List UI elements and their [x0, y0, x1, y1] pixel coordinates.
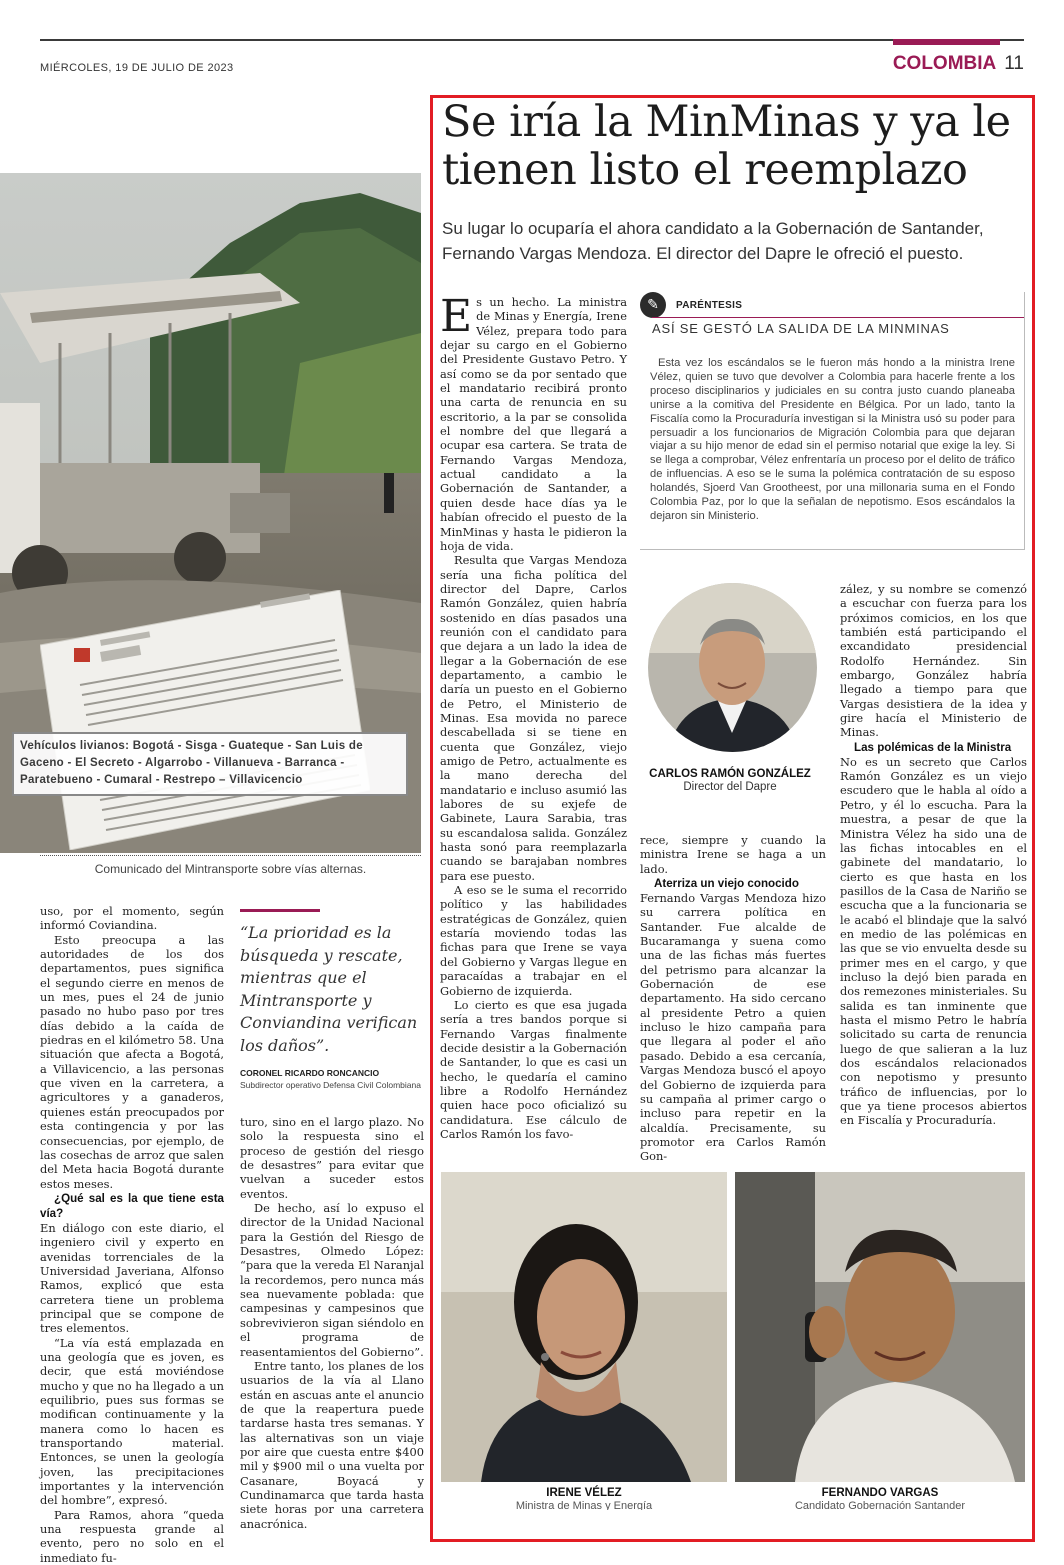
- parentesis-text: [650, 357, 1015, 524]
- top-rule: [40, 39, 1024, 41]
- parentesis-title: ASÍ SE GESTÓ LA SALIDA DE LA MINMINAS: [652, 317, 1024, 336]
- side-subhead: ¿Qué sal es la que tiene esta vía?: [40, 1191, 224, 1220]
- photo-fernando-vargas: [735, 1172, 1025, 1482]
- portrait-carlos-ramon-gonzalez: [648, 583, 817, 752]
- paragraph: Entre tanto, los planes de los usuarios de la vía al Llano están en ascuas ante el anuncio de que la reapertura puede tardarse hasta tres semanas. Y las alternativas son un viaje por aire que cuesta entre $400 mil y $900 mil o una vuelta por Casanare, Boyacá y Cundinamarca que tarda hasta siete horas por una carretera anacrónica.: [240, 1358, 424, 1531]
- article-subhead: Las polémicas de la Ministra: [854, 740, 1012, 754]
- side-article-column-2: [240, 1115, 424, 1531]
- portrait-svg: [648, 583, 817, 752]
- photo2-caption-name: FERNANDO VARGAS: [821, 1487, 939, 1499]
- quote-author: CORONEL RICARDO RONCANCIO: [240, 1068, 380, 1078]
- parentesis-label: PARÉNTESIS: [676, 300, 743, 311]
- parentesis-paragraph: Esta vez los escándalos se le fueron más hondo a la ministra Irene Vélez, quien se tuvo que devolver a Colombia para hacerle frente a los proceso disciplinarios y judiciales en su contra justo cuando planeaba unirse a la comitiva del Presidente en Bélgica. Por un lado, tanto la Fiscalía como la Procuraduría investigan si la Ministra usó su poder para persuadir a los funcionarios de Migración Colombia para que dejaran viajar a su hijo menor de edad sin el permiso notarial que exige la ley. Si se llega a comprobar, Vélez enfrentaría un proceso por el delito de tráfico de influencias. A eso se le suma la polémica contratación de su esposo holandés, Sjoerd Van Grootheest, por una millonaria suma en el Fondo Colombia Paz, por lo que la señalan de nepotismo. Esos escándalos la dejaron sin Ministerio.: [650, 357, 1015, 522]
- routes-highlight: Vehículos livianos: Bogotá - Sisga - Guateque - San Luis de Gaceno - El Secreto - Algarrobo - Villanueva - Barranca - Paratebueno - Cumaral - Restrepo – Villavicencio: [12, 732, 408, 796]
- paragraph-text: s un hecho. La ministra de Minas y Energía, Irene Vélez, prepara todo para dejar su cargo en el Gobierno del Presidente Gustavo Petro. Y así como se da por sentado que el mandatario recibirá pronto una carta de renuncia en su escritorio, a la par se consolida el nombre del que llegará a ocupar esa cartera. Se trata de Fernando Vargas Mendoza, actual candidato a la Gobernación de Santander, a quien desde hace días ya le habían ofrecido el puesto de la MinMinas y hasta le pidieron la hoja de vida.: [440, 295, 627, 553]
- quote-author-role: Subdirector operativo Defensa Civil Colombiana: [240, 1080, 421, 1090]
- paragraph: De hecho, así lo expuso el director de la Unidad Nacional para la Gestión del Riesgo de Desastres, Olmedo López: “para que la vereda El Naranjal la recordemos, pero nunca más sea nuevamente poblada: que campesinas y campesinos que sobrevivieron sigan siéndolo en el programa de reasentamientos del Gobierno”.: [240, 1201, 424, 1359]
- article-deck: Su lugar lo ocuparía el ahora candidato a la Gobernación de Santander, Fernando Vargas Mendoza. El director del Dapre le ofreció el puesto.: [442, 219, 984, 263]
- pin-icon: ✎: [640, 292, 666, 318]
- paragraph: rece, siempre y cuando la ministra Irene se haga a un lado.: [640, 833, 826, 876]
- paragraph: Lo cierto es que esa jugada sería a tres bandos porque si Fernando Vargas finalmente decide desistir a la Gobernación de Santander, lo que es casi un hecho, le quedaría el camino libre a Rodolfo Hernández quien hace poco oficializó su candidatura. Ese cálculo de Carlos Ramón los favo-: [440, 997, 627, 1141]
- portrait-caption-name: CARLOS RAMÓN GONZÁLEZ: [649, 768, 811, 780]
- caption-rule: [40, 855, 421, 856]
- photo1-caption-role: Ministra de Minas y Energía: [515, 1500, 653, 1510]
- photo1-caption-name: IRENE VÉLEZ: [546, 1487, 622, 1499]
- drop-cap: E: [440, 291, 473, 342]
- paragraph: A eso se le suma el recorrido político y las habilidades estratégicas de González, quien estaría moviendo todas las fichas para que Irene se vaya del Gobierno y Vargas llegue en paracaídas a trabajar en el Gobierno de izquierda.: [440, 883, 627, 998]
- paragraph: turo, sino en el largo plazo. No solo la respuesta sino el proceso de gestión del riesgo de desastres” para evitar que vuelvan a suceder estos eventos.: [240, 1115, 424, 1201]
- side-article-column-1: [40, 904, 224, 1565]
- paragraph: No es un secreto que Carlos Ramón González es un viejo escudero que le habla al oído a Petro, y él lo escucha. Para la muestra, a pesar de que la Ministra Vélez ha sido una de las fichas intocables en el gabinete del mandatario, lo cierto es que hasta en los pasillos de la Casa de Nariño se escucha que a la funcionaria se le acabó el blindaje que la salvó en medio de las polémicas en las que se vio envuelta desde su primer mes en el cargo, y que incluso la dejó bien parada en dos remezones ministeriales. Su salida es tan inminente que hasta el mismo Petro le habría solicitado su carta de renuncia luego de que salieran a la luz dos escándalos relacionados con nepotismo y presunto tráfico de influencias, por lo que ya tiene procesos abiertos en Fiscalía y Procuraduría.: [840, 754, 1027, 1128]
- communique-document-svg: [40, 590, 370, 850]
- paragraph: Para Ramos, ahora “queda una respuesta grande al evento, pero no solo en el inmediato fu-: [40, 1507, 224, 1565]
- article-column-2: [640, 833, 826, 1164]
- photo-fernando-vargas-svg: [735, 1172, 1025, 1482]
- paragraph: uso, por el momento, según informó Coviandina.: [40, 904, 224, 933]
- left-photo-caption: Comunicado del Mintransporte sobre vías alternas.: [94, 862, 367, 876]
- quote-rule: [240, 909, 320, 912]
- article-subhead: Aterriza un viejo conocido: [654, 877, 799, 891]
- ministry-communique-photo: [40, 590, 370, 850]
- headline: Se iría la MinMinas y ya le tienen listo el reemplazo: [442, 97, 1011, 195]
- paragraph: En diálogo con este diario, el ingeniero civil y experto en avenidas torrenciales de la Universidad Javeriana, Alfonso Ramos, explicó que esta carretera tiene un problema principal que se compone de tres elementos.: [40, 1220, 224, 1336]
- paragraph: [440, 291, 627, 553]
- paragraph: zález, y su nombre se comenzó a escuchar con fuerza para los próximos comicios, en los que también está participando el excandidato presidencial Rodolfo Hernández. Sin embargo, González habría llegado a tiempo para que Vargas desistiera de la idea y gire hacía el Ministerio de Minas.: [840, 582, 1027, 740]
- section-name: COLOMBIA: [893, 39, 1000, 75]
- paragraph: “La vía está emplazada en una geología que es joven, es decir, que está moviéndose mucho y que no ha llegado a un equilibrio, pues sus formas se modifican continuamente y la manera como lo hacen es transportando material. Entonces, se unen la geología joven, las precipitaciones importantes y la intervención del hombre”, expresó.: [40, 1335, 224, 1508]
- photo-irene-velez-svg: [441, 1172, 727, 1482]
- paragraph: Fernando Vargas Mendoza hizo su carrera política en Santander. Fue alcalde de Bucaramanga y suena como una de las fichas más fuertes del petrismo para alcanzar la Gobernación de ese departamento. Ha sido cercano al presidente Petro a quien incluso le hizo campaña para que llegara al poder el año pasado. Debido a esa cercanía, Vargas Mendoza buscó el apoyo del Gobierno de izquierda para su campaña al primer cargo o incluso para repetir en la alcaldía. Precisamente, su promotor era Carlos Ramón Gon-: [640, 891, 826, 1164]
- paragraph: Esto preocupa a las autoridades de los dos departamentos, pues significa el segundo cierre en menos de un mes, pues el 24 de junio pasado no hubo paso por tres días debido a la caída de piedras en el kilómetro 58. Una situación que afecta a Bogotá, a Villavicencio, a las personas que viven en la carretera, a agricultores y a ganaderos, quienes están preocupados por esta contingencia y por las consecuencias, por ejemplo, de las cosechas de arroz que salen del Meta hacia Bogotá durante estos meses.: [40, 932, 224, 1191]
- page-number: 11: [1004, 53, 1024, 74]
- portrait-caption-role: Director del Dapre: [683, 781, 777, 793]
- pull-quote: “La prioridad es la búsqueda y rescate, mientras que el Mintransporte y Conviandina verifican los daños”.: [240, 923, 418, 1055]
- photo2-caption-role: Candidato Gobernación Santander: [794, 1500, 965, 1510]
- article-column-1: [440, 291, 627, 1141]
- article-column-3: [840, 582, 1027, 1128]
- photo-irene-velez: [441, 1172, 727, 1482]
- section-header: [893, 39, 1024, 75]
- paragraph: Resulta que Vargas Mendoza sería una ficha política del director del Dapre, Carlos Ramón González, quien habría sostenido en días pasados una reunión con el candidato para que dejara a un lado la idea de llegar a la Gobernación de ese departamento, a cambio le daría un puesto en el Gobierno de Petro, el Ministerio de Minas. Esa movida no parece descabellada si se tiene en cuenta que González, viejo amigo de Petro, actualmente es la mano derecha del mandatario e incluso asumió las labores de su exjefe de Gabinete, Laura Sarabia, tras su escandalosa salida. González hasta sonó para reemplazarla cuando se barajaban nombres para ese puesto.: [440, 553, 627, 883]
- issue-date: MIÉRCOLES, 19 DE JULIO DE 2023: [40, 62, 234, 74]
